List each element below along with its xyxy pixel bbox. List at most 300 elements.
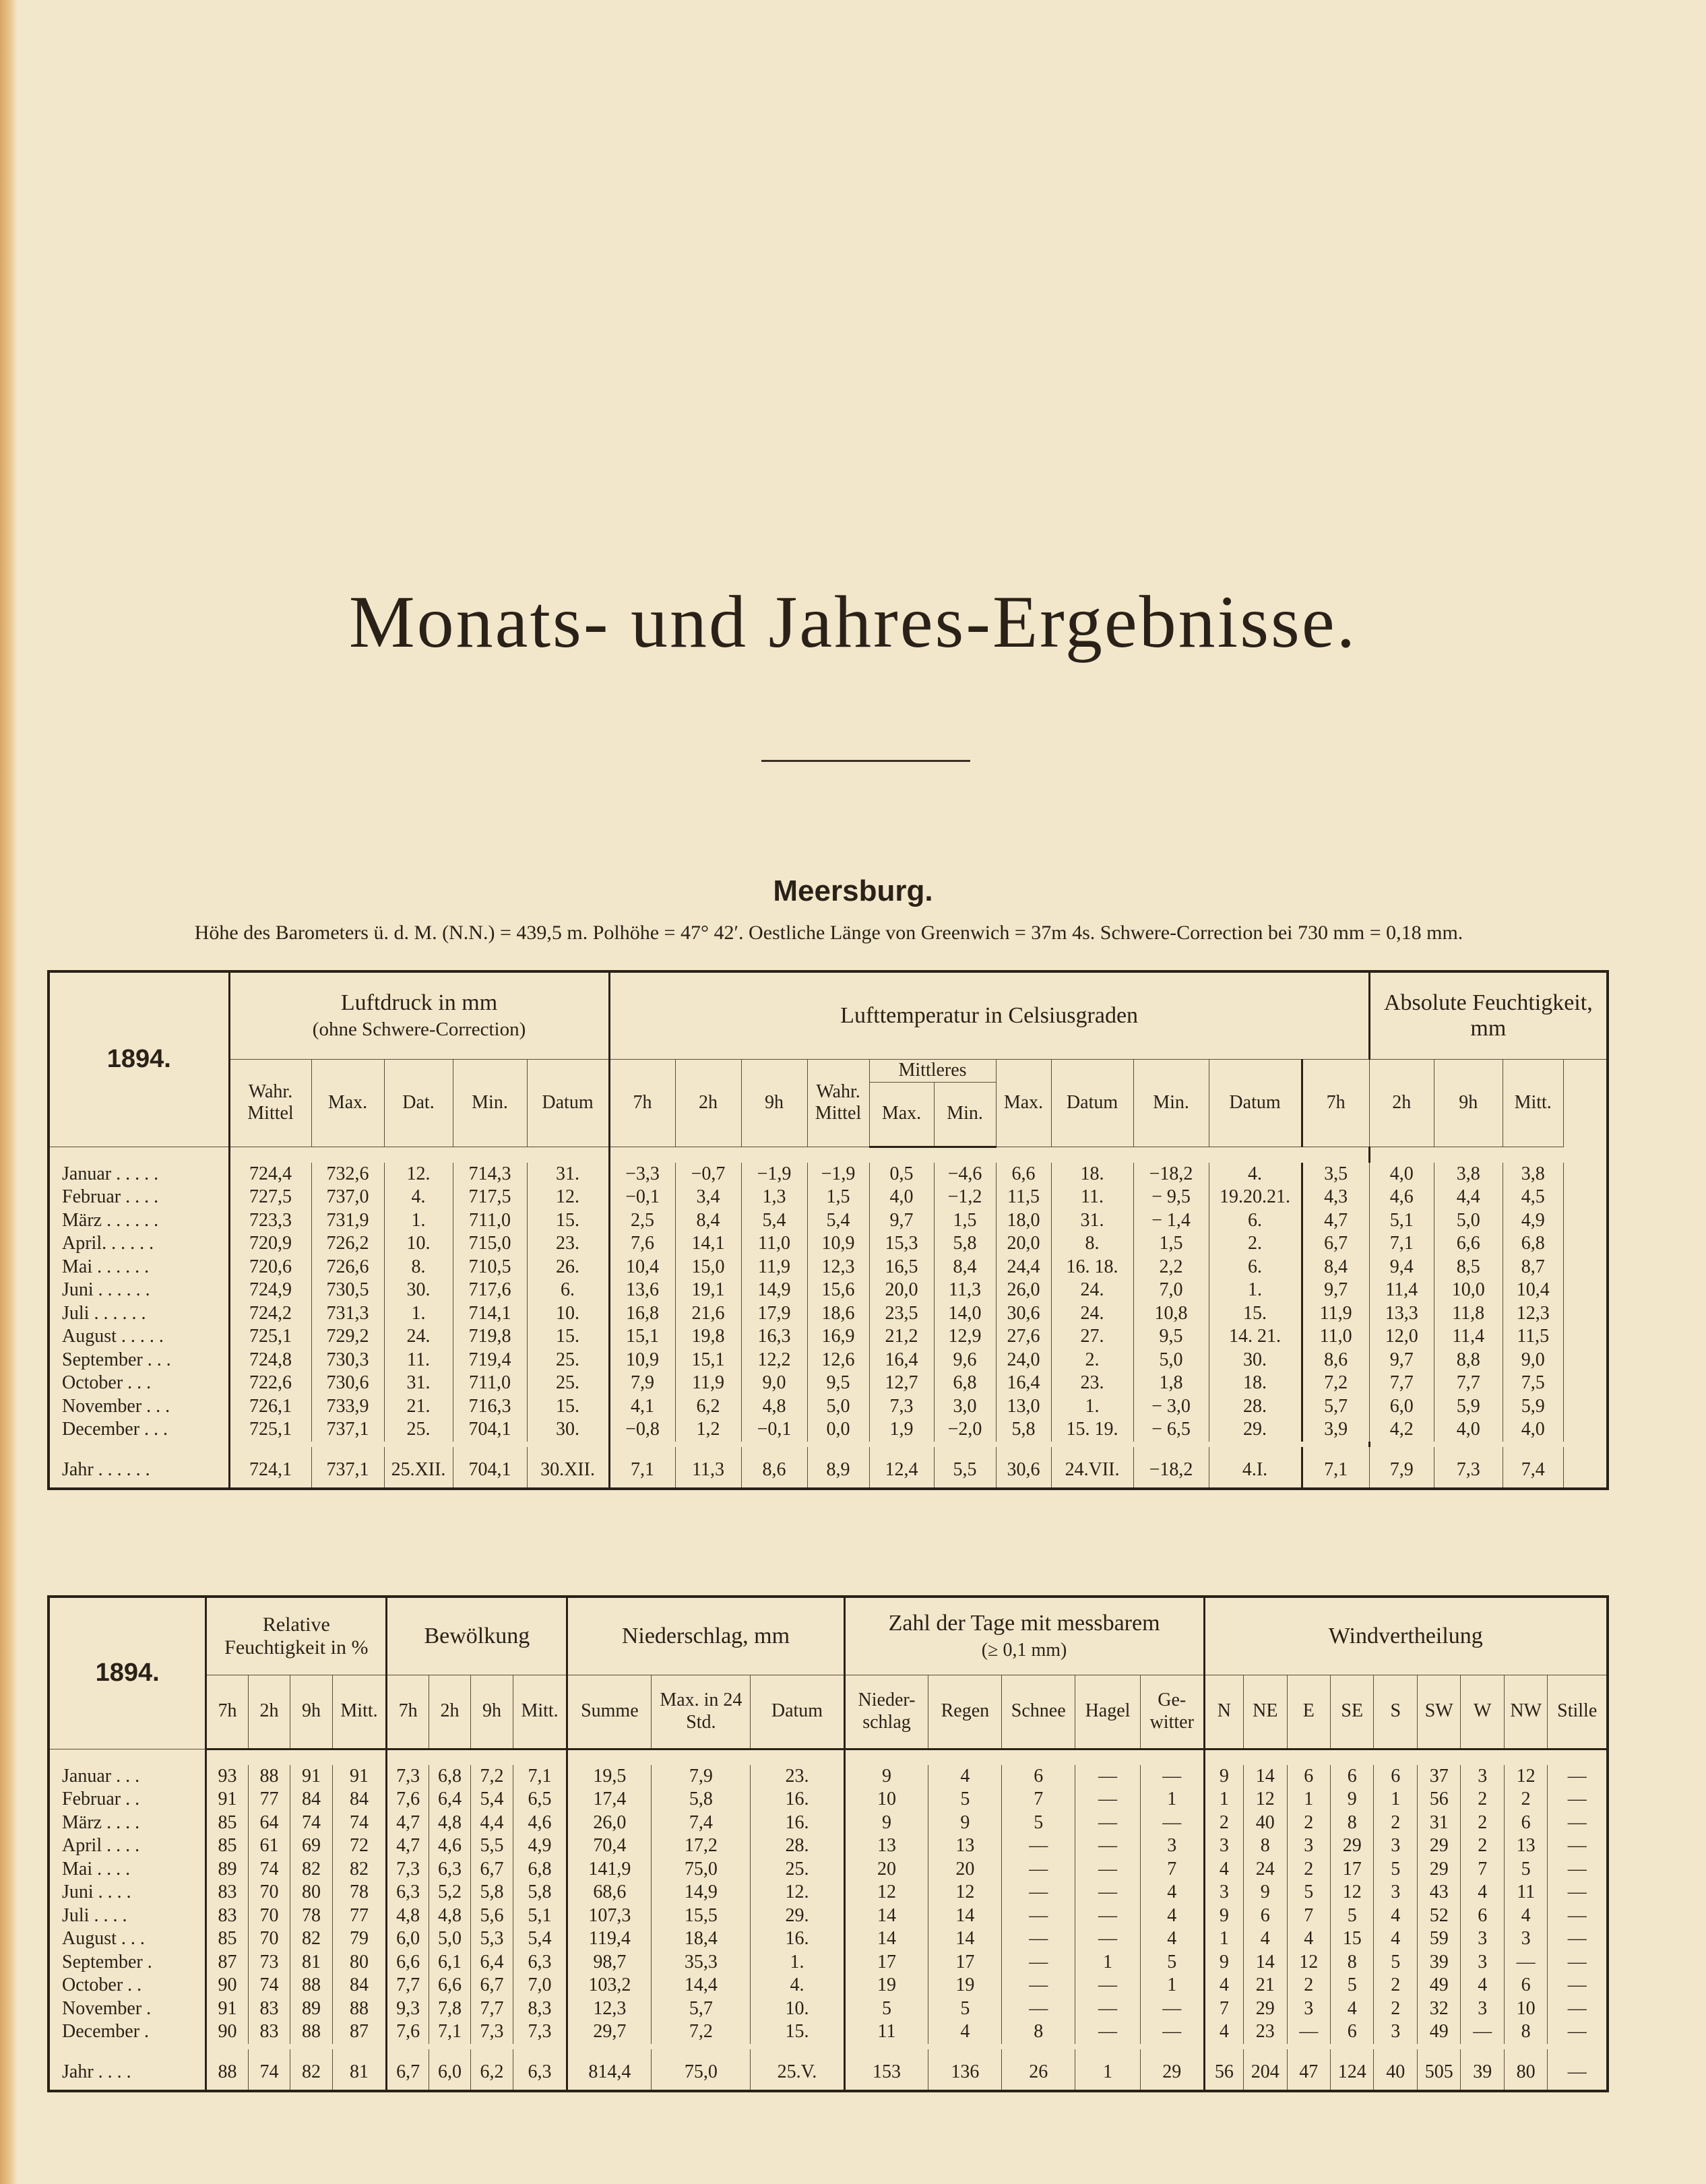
table-cell: 7,7 (387, 1974, 429, 1997)
table-cell: 20,0 (996, 1232, 1051, 1256)
table-cell: — (1075, 1974, 1141, 1997)
table-cell: — (1075, 1927, 1141, 1951)
table-cell: 730,3 (311, 1349, 384, 1372)
table-cell: 1 (1374, 1788, 1417, 1811)
table-cell: 6,0 (1369, 1395, 1434, 1419)
table-cell: 24,0 (996, 1349, 1051, 1372)
table-cell: 8 (1002, 2020, 1075, 2044)
table-cell: 31. (527, 1163, 609, 1186)
table-cell: 14. 21. (1209, 1325, 1302, 1349)
table-cell: 724,1 (229, 1447, 311, 1489)
table-cell: 714,1 (453, 1302, 527, 1326)
table-cell: 2. (1051, 1349, 1133, 1372)
table-cell: 4. (751, 1974, 844, 1997)
table-row (49, 1302, 1608, 1326)
table-cell: 6. (1209, 1209, 1302, 1233)
table-row (49, 1997, 1608, 2021)
table-cell: 2 (1287, 1858, 1330, 1882)
table-row (49, 1256, 1608, 1279)
table-cell: 72 (332, 1834, 387, 1858)
table-cell: 10 (1504, 1997, 1547, 2021)
table-cell: 30,6 (996, 1302, 1051, 1326)
table-cell: 3 (1204, 1881, 1243, 1904)
table-cell: 4,0 (1503, 1418, 1563, 1442)
table-cell: 15,1 (675, 1349, 741, 1372)
table-cell: 10,8 (1133, 1302, 1209, 1326)
column-header: Summe (567, 1675, 652, 1749)
table-cell: 7,5 (1503, 1372, 1563, 1395)
station-metadata: Höhe des Barometers ü. d. M. (N.N.) = 439,5 m. Polhöhe = 47° 42′. Oestliche Länge von Greenwich = 37m 4s. Schwere-Correction bei 730 mm = 0,18 mm. (194, 922, 1463, 944)
table-cell: − 3,0 (1133, 1395, 1209, 1419)
table-cell: 90 (206, 2020, 248, 2044)
table-cell: 1 (1204, 1788, 1243, 1811)
table-cell: 19,5 (567, 1765, 652, 1789)
table-row (49, 1186, 1608, 1209)
table-cell: 4 (1331, 1997, 1374, 2021)
table2-subheader (49, 1675, 1608, 1749)
table-cell: 4,0 (1434, 1418, 1503, 1442)
table-cell: 7,1 (1369, 1232, 1434, 1256)
table-cell: 6,6 (387, 1951, 429, 1974)
row-month-label: März . . . . . . (49, 1209, 229, 1233)
table-cell: 81 (290, 1951, 332, 1974)
table-cell: 6,3 (513, 1951, 567, 1974)
table-cell: 10,4 (1503, 1279, 1563, 1302)
table-cell: — (1548, 1974, 1608, 1997)
table-cell: 70 (248, 1927, 290, 1951)
table-cell: 726,2 (311, 1232, 384, 1256)
table-cell: 729,2 (311, 1325, 384, 1349)
group-relative-feuchtigkeit: Relative Feuchtigkeit in % (206, 1597, 387, 1675)
table-cell: 6,7 (387, 2049, 429, 2091)
table-cell: 8,4 (934, 1256, 996, 1279)
table-cell: 77 (332, 1904, 387, 1928)
table-cell: 3 (1204, 1834, 1243, 1858)
table-cell: 15. 19. (1051, 1418, 1133, 1442)
table-cell: 74 (248, 1974, 290, 1997)
table-cell: 6,4 (471, 1951, 513, 1974)
table-cell: 6 (1374, 1765, 1417, 1789)
table-cell: 7,6 (609, 1232, 675, 1256)
table-cell: 4,8 (429, 1811, 470, 1835)
table-cell: 141,9 (567, 1858, 652, 1882)
group-bewoelkung: Bewölkung (387, 1597, 567, 1675)
table-cell: 4 (1374, 1927, 1417, 1951)
table-cell: 23,5 (869, 1302, 934, 1326)
table-cell: 10. (527, 1302, 609, 1326)
column-header: S (1374, 1675, 1417, 1749)
table-cell: 720,6 (229, 1256, 311, 1279)
table-cell: 19,8 (675, 1325, 741, 1349)
table-cell: 70 (248, 1881, 290, 1904)
table-row (49, 1163, 1608, 1186)
table-cell: 15. (527, 1395, 609, 1419)
table-cell: 80 (290, 1881, 332, 1904)
table-cell: 20 (928, 1858, 1002, 1882)
table-cell: — (1140, 2020, 1204, 2044)
table-cell: −2,0 (934, 1418, 996, 1442)
table-cell: 43 (1417, 1881, 1460, 1904)
table-cell: — (1140, 1811, 1204, 1835)
table-row (49, 1349, 1608, 1372)
group-luftdruck-subtitle: (ohne Schwere-Correction) (312, 1018, 526, 1040)
table-cell: 8 (1244, 1834, 1287, 1858)
table-cell: 18. (1209, 1372, 1302, 1395)
column-header: Hagel (1075, 1675, 1141, 1749)
table-cell: −18,2 (1133, 1163, 1209, 1186)
row-month-label: August . . . . . (49, 1325, 229, 1349)
table-cell: 4 (1204, 2020, 1243, 2044)
table-cell: 7,7 (471, 1997, 513, 2021)
table-cell: 124 (1331, 2049, 1374, 2091)
table-cell: − 9,5 (1133, 1186, 1209, 1209)
table-cell: 12,3 (807, 1256, 869, 1279)
table-cell: 8,7 (1503, 1256, 1563, 1279)
table2-body (49, 1765, 1608, 2091)
table-cell: 711,0 (453, 1209, 527, 1233)
table-cell: 11,5 (1503, 1325, 1563, 1349)
table-row (49, 2049, 1608, 2091)
table-cell: 103,2 (567, 1974, 652, 1997)
table-cell: −18,2 (1133, 1447, 1209, 1489)
table-cell: 56 (1204, 2049, 1243, 2091)
table-cell: 13,6 (609, 1279, 675, 1302)
col-temp-9h: 9h (741, 1059, 807, 1147)
table-cell: 11,5 (996, 1186, 1051, 1209)
table-cell: 14,9 (652, 1881, 751, 1904)
table-cell: 12. (751, 1881, 844, 1904)
column-header: SE (1331, 1675, 1374, 1749)
table-cell: 17 (844, 1951, 928, 1974)
table-cell: 4,0 (1369, 1163, 1434, 1186)
table-cell: −0,1 (741, 1418, 807, 1442)
table-cell: 3 (1287, 1997, 1330, 2021)
table-row (49, 1974, 1608, 1997)
table-cell: 37 (1417, 1765, 1460, 1789)
table-cell: 84 (332, 1788, 387, 1811)
table-cell: 704,1 (453, 1447, 527, 1489)
table-cell: 16. 18. (1051, 1256, 1133, 1279)
table-cell: 12 (1504, 1765, 1547, 1789)
col-feucht-9h: 9h (1434, 1059, 1503, 1147)
table-cell: −0,1 (609, 1186, 675, 1209)
table-cell: 15. (527, 1209, 609, 1233)
table-cell: 21. (384, 1395, 453, 1419)
table-cell: 4,9 (1503, 1209, 1563, 1233)
table-cell: 4,8 (741, 1395, 807, 1419)
table-cell: 10,4 (609, 1256, 675, 1279)
table-cell: 5,3 (471, 1927, 513, 1951)
table-cell: — (1140, 1997, 1204, 2021)
table-cell: 9,5 (807, 1372, 869, 1395)
column-header: NE (1244, 1675, 1287, 1749)
table-cell: 719,8 (453, 1325, 527, 1349)
table-cell: 5 (1331, 1904, 1374, 1928)
table-cell: 6,8 (934, 1372, 996, 1395)
table-cell: −1,2 (934, 1186, 996, 1209)
table-cell: 82 (290, 2049, 332, 2091)
table-row (49, 1881, 1608, 1904)
table-row (49, 1951, 1608, 1974)
table-cell: 8 (1331, 1811, 1374, 1835)
table-cell: 724,8 (229, 1349, 311, 1372)
col-temp-min: Min. (1133, 1059, 1209, 1147)
table-cell: 8,3 (513, 1997, 567, 2021)
table-cell: — (1548, 1997, 1608, 2021)
table-cell: 9,0 (741, 1372, 807, 1395)
table-cell: 9,3 (387, 1997, 429, 2021)
table-cell: 25. (384, 1418, 453, 1442)
table-cell: 5,6 (471, 1904, 513, 1928)
table-cell: 5,9 (1503, 1395, 1563, 1419)
table-cell: 82 (290, 1927, 332, 1951)
table-cell: 79 (332, 1927, 387, 1951)
table-cell: 12,9 (934, 1325, 996, 1349)
table-cell: 23. (751, 1765, 844, 1789)
table-cell: 69 (290, 1834, 332, 1858)
table-cell: 11,3 (934, 1279, 996, 1302)
row-month-label: December . (49, 2020, 206, 2044)
table-cell: 11,4 (1434, 1325, 1503, 1349)
table-cell: 5,0 (807, 1395, 869, 1419)
table-cell: 4 (1461, 1881, 1504, 1904)
table-cell: 12 (1287, 1951, 1330, 1974)
row-month-label: April . . . . (49, 1834, 206, 1858)
table-cell: 153 (844, 2049, 928, 2091)
table-cell: 49 (1417, 1974, 1460, 1997)
table-cell: 3,8 (1503, 1163, 1563, 1186)
table-cell: 74 (248, 2049, 290, 2091)
table-cell: 91 (206, 1788, 248, 1811)
table-cell: 30,6 (996, 1447, 1051, 1489)
table-cell: 5,4 (741, 1209, 807, 1233)
table-cell: 14 (928, 1904, 1002, 1928)
table-cell: 83 (248, 2020, 290, 2044)
row-month-label: September . (49, 1951, 206, 1974)
table-cell: 16,4 (869, 1349, 934, 1372)
table-cell: 89 (206, 1858, 248, 1882)
table-cell: 1 (1204, 1927, 1243, 1951)
table-cell: 75,0 (652, 1858, 751, 1882)
table-cell: 3,5 (1302, 1163, 1369, 1186)
table-cell: 88 (332, 1997, 387, 2021)
table-cell: 724,2 (229, 1302, 311, 1326)
table-cell: — (1075, 1858, 1141, 1882)
table-cell: 4 (928, 2020, 1002, 2044)
table-cell: — (1002, 1834, 1075, 1858)
table-cell: 2 (1374, 1811, 1417, 1835)
table-cell: 6,6 (996, 1163, 1051, 1186)
table-cell: 732,6 (311, 1163, 384, 1186)
table-cell: 7,3 (869, 1395, 934, 1419)
table-cell: — (1002, 1997, 1075, 2021)
table-cell: 15. (751, 2020, 844, 2044)
row-month-label: September . . . (49, 1349, 229, 1372)
table-cell: 3 (1461, 1997, 1504, 2021)
table-cell: 27,6 (996, 1325, 1051, 1349)
table-cell: 7,6 (387, 2020, 429, 2044)
table-cell: 61 (248, 1834, 290, 1858)
table-cell: 26. (527, 1256, 609, 1279)
table-cell: 2 (1461, 1811, 1504, 1835)
page-title: Monats- und Jahres-Ergebnisse. (348, 581, 1358, 663)
table-cell: 83 (206, 1881, 248, 1904)
table-cell: 9,4 (1369, 1256, 1434, 1279)
table-cell: 726,6 (311, 1256, 384, 1279)
table-cell: — (1461, 2020, 1504, 2044)
table-cell: 25. (527, 1349, 609, 1372)
table-cell: 31 (1417, 1811, 1460, 1835)
table-cell: 2 (1504, 1788, 1547, 1811)
col-temp-max-datum: Datum (1051, 1059, 1133, 1147)
table-cell: 8,8 (1434, 1349, 1503, 1372)
column-header: 2h (248, 1675, 290, 1749)
table-cell: 25. (527, 1372, 609, 1395)
row-month-label: December . . . (49, 1418, 229, 1442)
table-cell: 7,1 (1302, 1447, 1369, 1489)
table-cell: 6,3 (513, 2049, 567, 2091)
table-cell: 19.20.21. (1209, 1186, 1302, 1209)
table-cell: 6,4 (429, 1788, 470, 1811)
col-luftdruck-dat: Dat. (384, 1059, 453, 1147)
table-row (49, 1325, 1608, 1349)
table-cell: 7,4 (652, 1811, 751, 1835)
table-cell: 30. (527, 1418, 609, 1442)
table1-body (49, 1163, 1608, 1489)
table-cell: 26 (1002, 2049, 1075, 2091)
table-cell: 15,0 (675, 1256, 741, 1279)
row-month-label: November . . . (49, 1395, 229, 1419)
table-cell: — (1504, 1951, 1547, 1974)
table-cell: 719,4 (453, 1349, 527, 1372)
table-pressure-temperature-humidity (47, 970, 1609, 1490)
table-cell: 4 (1204, 1974, 1243, 1997)
table-cell: 2 (1461, 1834, 1504, 1858)
table-cell: 25.XII. (384, 1447, 453, 1489)
table-cell: 9 (1331, 1788, 1374, 1811)
table-cell: −3,3 (609, 1163, 675, 1186)
table-cell: 4,9 (513, 1834, 567, 1858)
table-cell: 5 (1331, 1974, 1374, 1997)
table-cell: 9,5 (1133, 1325, 1209, 1349)
table-cell: 733,9 (311, 1395, 384, 1419)
row-month-label: April. . . . . . (49, 1232, 229, 1256)
table-cell: — (1075, 1811, 1141, 1835)
table-cell: — (1002, 1881, 1075, 1904)
table-cell: 64 (248, 1811, 290, 1835)
table-cell: — (1002, 1974, 1075, 1997)
table-cell: 731,9 (311, 1209, 384, 1233)
table-cell: — (1075, 1765, 1141, 1789)
table-cell: 5,9 (1434, 1395, 1503, 1419)
table-row (49, 1209, 1608, 1233)
table-cell: 10,9 (609, 1349, 675, 1372)
table-cell: — (1548, 1811, 1608, 1835)
table-cell: 93 (206, 1765, 248, 1789)
table-cell: 9 (1204, 1904, 1243, 1928)
table-cell: 8,4 (1302, 1256, 1369, 1279)
table-cell: 4,0 (869, 1186, 934, 1209)
table-cell: 21,6 (675, 1302, 741, 1326)
table-cell: 7,0 (513, 1974, 567, 1997)
row-month-label: Mai . . . . (49, 1858, 206, 1882)
table-cell: 56 (1417, 1788, 1460, 1811)
table-cell: 6,8 (429, 1765, 470, 1789)
table-cell: 6,1 (429, 1951, 470, 1974)
table-cell: 80 (1504, 2049, 1547, 2091)
table-cell: 720,9 (229, 1232, 311, 1256)
table-cell: 2,5 (609, 1209, 675, 1233)
table-cell: 7 (1140, 1858, 1204, 1882)
col-temp-max: Max. (996, 1059, 1051, 1147)
table-row (49, 2020, 1608, 2044)
table-cell: — (1075, 1788, 1141, 1811)
table-cell: 12,7 (869, 1372, 934, 1395)
column-header: W (1461, 1675, 1504, 1749)
table-cell: 13,0 (996, 1395, 1051, 1419)
table-cell: 4 (1374, 1904, 1417, 1928)
col-temp-mittel: Wahr. Mittel (807, 1059, 869, 1147)
table-cell: 40 (1244, 1811, 1287, 1835)
table-cell: 6 (1461, 1904, 1504, 1928)
table-cell: 3 (1374, 1881, 1417, 1904)
row-month-label: Juni . . . . (49, 1881, 206, 1904)
table-cell: 9,6 (934, 1349, 996, 1372)
table-cell: 3 (1461, 1765, 1504, 1789)
table-cell: 15. (527, 1325, 609, 1349)
table-cell: 29 (1140, 2049, 1204, 2091)
table-cell: 3 (1504, 1927, 1547, 1951)
table-cell: — (1075, 2020, 1141, 2044)
table-cell: 12. (384, 1163, 453, 1186)
table-cell: 85 (206, 1927, 248, 1951)
table-cell: 9,7 (1369, 1349, 1434, 1372)
table-cell: 7,7 (1369, 1372, 1434, 1395)
table-cell: 74 (332, 1811, 387, 1835)
table-cell: −1,9 (807, 1163, 869, 1186)
spacer-row (49, 2044, 1608, 2049)
table-cell: 1 (1075, 1951, 1141, 1974)
table-cell: 5 (1374, 1951, 1417, 1974)
table-cell: 88 (290, 1974, 332, 1997)
table-cell: 12 (1244, 1788, 1287, 1811)
table-cell: 730,6 (311, 1372, 384, 1395)
table-cell: −0,8 (609, 1418, 675, 1442)
table-cell: − 1,4 (1133, 1209, 1209, 1233)
table-cell: 6 (1504, 1811, 1547, 1835)
col-temp-mittleres-max: Max. (869, 1082, 934, 1147)
table-cell: 7,9 (609, 1372, 675, 1395)
col-luftdruck-min: Min. (453, 1059, 527, 1147)
table-cell: 4 (928, 1765, 1002, 1789)
table-cell: 7,6 (387, 1788, 429, 1811)
table-cell: 727,5 (229, 1186, 311, 1209)
table-cell: 6,7 (471, 1858, 513, 1882)
table-cell: — (1548, 1858, 1608, 1882)
table-cell: 9 (844, 1811, 928, 1835)
table-cell: 5,0 (1133, 1349, 1209, 1372)
col-feucht-7h: 7h (1302, 1059, 1369, 1147)
column-header: 2h (429, 1675, 470, 1749)
table-cell: 7,1 (513, 1765, 567, 1789)
table-cell: 88 (248, 1765, 290, 1789)
table-cell: 88 (290, 2020, 332, 2044)
table-cell: — (1287, 2020, 1330, 2044)
table-cell: 74 (248, 1858, 290, 1882)
table-cell: 5 (928, 1997, 1002, 2021)
col-feucht-mitt: Mitt. (1503, 1059, 1563, 1147)
row-month-label: November . (49, 1997, 206, 2021)
